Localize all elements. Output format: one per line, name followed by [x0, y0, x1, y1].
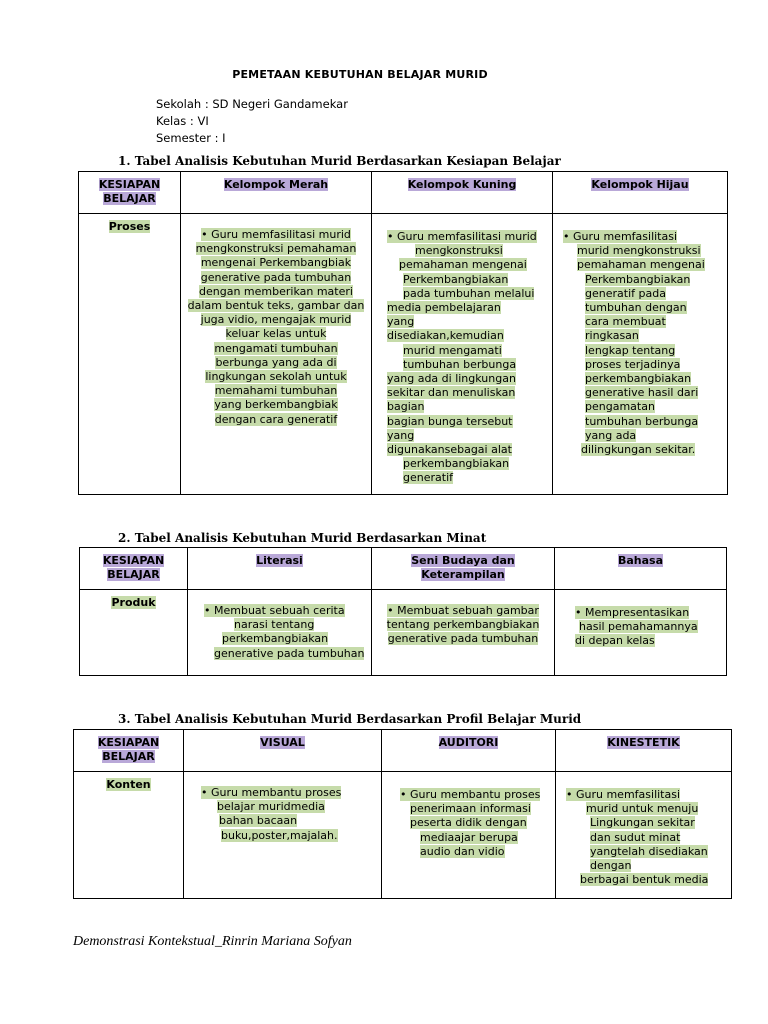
- cell-line: [575, 620, 726, 634]
- cell-line: [387, 244, 552, 258]
- cell-line: [181, 271, 371, 285]
- cell-body: [184, 772, 381, 843]
- cell-line: [400, 816, 555, 830]
- cell-line-text: bagian bunga tersebut: [387, 414, 513, 428]
- cell-body: [556, 772, 731, 887]
- cell-line-text: murid mengkonstruksi: [577, 244, 701, 258]
- header-label: KINESTETIK: [607, 736, 680, 749]
- cell-line: [387, 372, 552, 386]
- cell-line-text: narasi tentang: [234, 618, 315, 632]
- cell-line-text: ringkasan: [585, 329, 639, 343]
- cell-line: [387, 443, 552, 457]
- table-2-heading: 2. Tabel Analisis Kebutuhan Murid Berdasarkan Minat: [118, 531, 487, 545]
- cell-line-text: • Membuat sebuah gambar: [387, 604, 539, 617]
- table-3-header-kesiapan: [74, 730, 184, 772]
- cell-line-text: Lingkungan sekitar: [590, 816, 695, 830]
- cell-line-text: Perkembangbiakan: [403, 272, 509, 286]
- cell-line-text: bahan bacaan: [219, 814, 298, 828]
- table-1-heading: 1. Tabel Analisis Kebutuhan Murid Berdasarkan Kesiapan Belajar: [118, 154, 561, 168]
- cell-line-text: tumbuhan dengan: [585, 301, 687, 315]
- cell-line: [181, 356, 371, 370]
- cell-line-text: memahami tumbuhan: [214, 384, 338, 398]
- cell-line: [387, 230, 552, 244]
- cell-line-text: penerimaan informasi: [410, 802, 531, 816]
- table-3-row-label: [74, 772, 184, 899]
- cell-line: [387, 471, 552, 485]
- cell-line: [181, 398, 371, 412]
- cell-line-text: tumbuhan berbunga: [585, 414, 699, 428]
- cell-line-text: juga vidio, mengajak murid: [200, 313, 352, 327]
- cell-line-text: peserta didik dengan: [410, 816, 527, 830]
- cell-line: [387, 386, 552, 400]
- table-2-cell-bahasa: [555, 590, 727, 676]
- cell-line-text: yang: [387, 428, 415, 442]
- table-2-cell-literasi: [188, 590, 372, 676]
- header-label: Seni Budaya dan Keterampilan: [411, 554, 515, 581]
- cell-line-text: berbunga yang ada di: [215, 355, 337, 369]
- cell-line-text: • Guru memfasilitasi: [563, 230, 678, 243]
- cell-line: [566, 859, 731, 873]
- cell-body: [188, 590, 371, 661]
- cell-line: [181, 342, 371, 356]
- cell-line: [563, 400, 727, 414]
- table-1-header-merah: [181, 172, 372, 214]
- cell-line: [387, 457, 552, 471]
- header-label: Bahasa: [617, 554, 664, 567]
- cell-line-text: dilingkungan sekitar.: [581, 443, 696, 457]
- cell-line: [563, 301, 727, 315]
- cell-line: [372, 604, 554, 618]
- cell-line: [181, 327, 371, 341]
- table-2-row-label: [80, 590, 188, 676]
- cell-line-text: berbagai bentuk media: [580, 873, 709, 887]
- header-label: AUDITORI: [438, 736, 499, 749]
- table-3-heading: 3. Tabel Analisis Kebutuhan Murid Berdasarkan Profil Belajar Murid: [118, 712, 582, 726]
- cell-line: [387, 400, 552, 414]
- cell-body: [372, 214, 552, 486]
- footer-caption: Demonstrasi Kontekstual_Rinrin Mariana Sofyan: [73, 934, 352, 949]
- cell-line-text: • Guru membantu proses: [400, 788, 541, 801]
- cell-line-text: • Membuat sebuah cerita: [204, 604, 345, 617]
- cell-line: [563, 258, 727, 272]
- cell-line-text: generative pada tumbuhan: [387, 632, 539, 646]
- cell-line: [204, 618, 371, 632]
- cell-line-text: hasil pemahamannya: [579, 620, 698, 634]
- semester-line: Semester : I: [156, 131, 226, 145]
- school-meta: [156, 96, 348, 147]
- cell-line-text: mengenai Perkembangbiak: [200, 256, 352, 270]
- kelas-line: Kelas : VI: [156, 114, 209, 128]
- cell-line-text: buku,poster,majalah.: [221, 828, 338, 842]
- cell-line-text: mengkonstruksi pemahaman: [195, 242, 357, 256]
- row-label-text: Proses: [108, 220, 151, 233]
- cell-line: [563, 344, 727, 358]
- cell-line: [181, 242, 371, 256]
- table-3: [73, 729, 732, 899]
- table-1-cell-kuning: [372, 214, 553, 495]
- cell-line-text: tumbuhan berbunga: [403, 357, 517, 371]
- cell-line: [387, 315, 552, 329]
- cell-line-text: • Guru memfasilitasi murid: [387, 230, 537, 243]
- table-1-row-label: [79, 214, 181, 495]
- cell-line-text: di depan kelas: [575, 634, 655, 648]
- cell-line: [181, 413, 371, 427]
- cell-line: [563, 230, 727, 244]
- cell-line: [387, 344, 552, 358]
- table-3-cell-auditori: [382, 772, 556, 899]
- cell-line: [566, 816, 731, 830]
- cell-line-text: generative hasil dari: [585, 386, 699, 400]
- cell-line: [201, 800, 381, 814]
- table-2-header-seni: [372, 548, 555, 590]
- header-line: BELAJAR: [107, 568, 160, 581]
- cell-line: [563, 358, 727, 372]
- cell-line: [181, 228, 371, 242]
- cell-line-text: mediaajar berupa: [420, 830, 518, 844]
- cell-body: [382, 772, 555, 859]
- cell-line: [575, 634, 726, 648]
- cell-line: [387, 287, 552, 301]
- table-1-header-kuning: [372, 172, 553, 214]
- cell-line: [400, 831, 555, 845]
- cell-line-text: murid untuk menuju: [586, 802, 699, 816]
- header-label: VISUAL: [260, 736, 305, 749]
- cell-line: [204, 647, 371, 661]
- cell-line: [563, 329, 727, 343]
- cell-line: [400, 802, 555, 816]
- cell-line-text: mengamati tumbuhan: [214, 341, 338, 355]
- cell-line-text: pengamatan: [585, 400, 655, 414]
- sekolah-line: Sekolah : SD Negeri Gandamekar: [156, 97, 348, 111]
- cell-line-text: pada tumbuhan melalui: [403, 286, 535, 300]
- cell-line: [400, 845, 555, 859]
- cell-line-text: murid mengamati: [403, 343, 502, 357]
- header-line: KESIAPAN: [97, 736, 160, 749]
- cell-line-text: audio dan vidio: [420, 844, 505, 858]
- cell-body: [181, 214, 371, 427]
- cell-line-text: pemahaman mengenai: [577, 258, 705, 272]
- cell-line-text: digunakansebagai alat: [387, 443, 512, 457]
- cell-line: [181, 299, 371, 313]
- table-1-cell-merah: [181, 214, 372, 495]
- cell-line: [204, 604, 371, 618]
- cell-line: [566, 788, 731, 802]
- cell-line: [387, 415, 552, 429]
- header-line: BELAJAR: [102, 750, 155, 763]
- cell-line: [563, 386, 727, 400]
- row-label-text: Konten: [106, 778, 151, 791]
- header-label: Kelompok Kuning: [407, 178, 517, 191]
- table-2-cell-seni: [372, 590, 555, 676]
- cell-line-text: perkembangbiakan: [222, 632, 329, 646]
- cell-body: [553, 214, 727, 457]
- cell-line-text: media pembelajaran: [387, 301, 501, 315]
- table-3-cell-visual: [184, 772, 382, 899]
- cell-line: [201, 814, 381, 828]
- cell-line-text: yang ada: [585, 428, 637, 442]
- cell-line: [387, 258, 552, 272]
- cell-body: [555, 590, 726, 649]
- cell-line: [563, 415, 727, 429]
- table-1-header-kesiapan: [79, 172, 181, 214]
- cell-line: [372, 632, 554, 646]
- cell-line: [387, 301, 552, 315]
- cell-line-text: generatif pada: [585, 286, 666, 300]
- cell-line-text: • Mempresentasikan: [575, 606, 690, 619]
- cell-line-text: yangtelah disediakan: [590, 844, 708, 858]
- table-2-header-kesiapan: [80, 548, 188, 590]
- cell-line-text: Perkembangbiakan: [585, 272, 691, 286]
- cell-line: [387, 273, 552, 287]
- cell-line: [566, 873, 731, 887]
- cell-line-text: lingkungan sekolah untuk: [205, 370, 347, 384]
- cell-line: [387, 329, 552, 343]
- cell-line: [563, 443, 727, 457]
- table-1-cell-hijau: [553, 214, 728, 495]
- table-3-cell-kinestetik: [556, 772, 732, 899]
- cell-line-text: lengkap tentang: [585, 343, 676, 357]
- cell-line-text: • Guru memfasilitasi: [566, 788, 681, 801]
- cell-line: [575, 606, 726, 620]
- cell-line: [563, 273, 727, 287]
- cell-line-text: cara membuat: [585, 315, 666, 329]
- cell-line-text: yang berkembangbiak: [214, 398, 338, 412]
- cell-line-text: generatif: [403, 471, 453, 485]
- table-2-header-literasi: [188, 548, 372, 590]
- cell-line-text: generative pada tumbuhan: [214, 646, 365, 660]
- cell-line-text: dengan: [590, 859, 632, 873]
- cell-line-text: dan sudut minat: [590, 830, 681, 844]
- header-line: BELAJAR: [103, 192, 156, 205]
- cell-line: [201, 829, 381, 843]
- page-title: PEMETAAN KEBUTUHAN BELAJAR MURID: [232, 68, 488, 81]
- cell-line: [387, 358, 552, 372]
- cell-line-text: pemahaman mengenai: [399, 258, 527, 272]
- cell-line: [181, 313, 371, 327]
- cell-line-text: perkembangbiakan: [585, 372, 692, 386]
- cell-line: [563, 244, 727, 258]
- cell-line-text: belajar muridmedia: [217, 800, 325, 814]
- row-label-text: Produk: [111, 596, 156, 609]
- cell-line-text: • Guru memfasilitasi murid: [201, 228, 351, 241]
- table-1-header-hijau: [553, 172, 728, 214]
- cell-line-text: yang: [387, 315, 415, 329]
- table-3-header-auditori: [382, 730, 556, 772]
- cell-line-text: proses terjadinya: [585, 357, 681, 371]
- table-3-header-kinestetik: [556, 730, 732, 772]
- cell-line-text: tentang perkembangbiakan: [386, 618, 540, 632]
- cell-line: [181, 384, 371, 398]
- cell-line: [563, 315, 727, 329]
- cell-line-text: dengan memberikan materi: [199, 284, 353, 298]
- cell-line: [566, 845, 731, 859]
- header-label: Literasi: [256, 554, 303, 567]
- cell-line: [181, 256, 371, 270]
- table-1: [78, 171, 728, 495]
- cell-line-text: • Guru membantu proses: [201, 786, 342, 799]
- cell-line-text: dalam bentuk teks, gambar dan: [187, 299, 365, 313]
- cell-line-text: sekitar dan menuliskan: [387, 386, 516, 400]
- cell-line: [563, 287, 727, 301]
- cell-body: [372, 590, 554, 647]
- cell-line-text: mengkonstruksi: [415, 244, 503, 258]
- cell-line: [387, 429, 552, 443]
- cell-line: [400, 788, 555, 802]
- table-2: [79, 547, 727, 676]
- cell-line: [566, 831, 731, 845]
- header-label: Kelompok Merah: [223, 178, 329, 191]
- cell-line-text: generative pada tumbuhan: [200, 270, 352, 284]
- cell-line-text: bagian: [387, 400, 425, 414]
- cell-line: [181, 285, 371, 299]
- cell-line-text: perkembangbiakan: [403, 457, 510, 471]
- cell-line-text: disediakan,kemudian: [387, 329, 504, 343]
- cell-line-text: dengan cara generatif: [214, 412, 338, 426]
- cell-line: [566, 802, 731, 816]
- header-line: KESIAPAN: [98, 178, 161, 191]
- cell-line: [563, 372, 727, 386]
- cell-line-text: keluar kelas untuk: [225, 327, 327, 341]
- cell-line: [201, 786, 381, 800]
- header-line: KESIAPAN: [102, 554, 165, 567]
- cell-line-text: yang ada di lingkungan: [387, 372, 516, 386]
- header-label: Kelompok Hijau: [591, 178, 689, 191]
- table-3-header-visual: [184, 730, 382, 772]
- cell-line: [372, 618, 554, 632]
- cell-line: [563, 429, 727, 443]
- table-2-header-bahasa: [555, 548, 727, 590]
- cell-line: [204, 632, 371, 646]
- cell-line: [181, 370, 371, 384]
